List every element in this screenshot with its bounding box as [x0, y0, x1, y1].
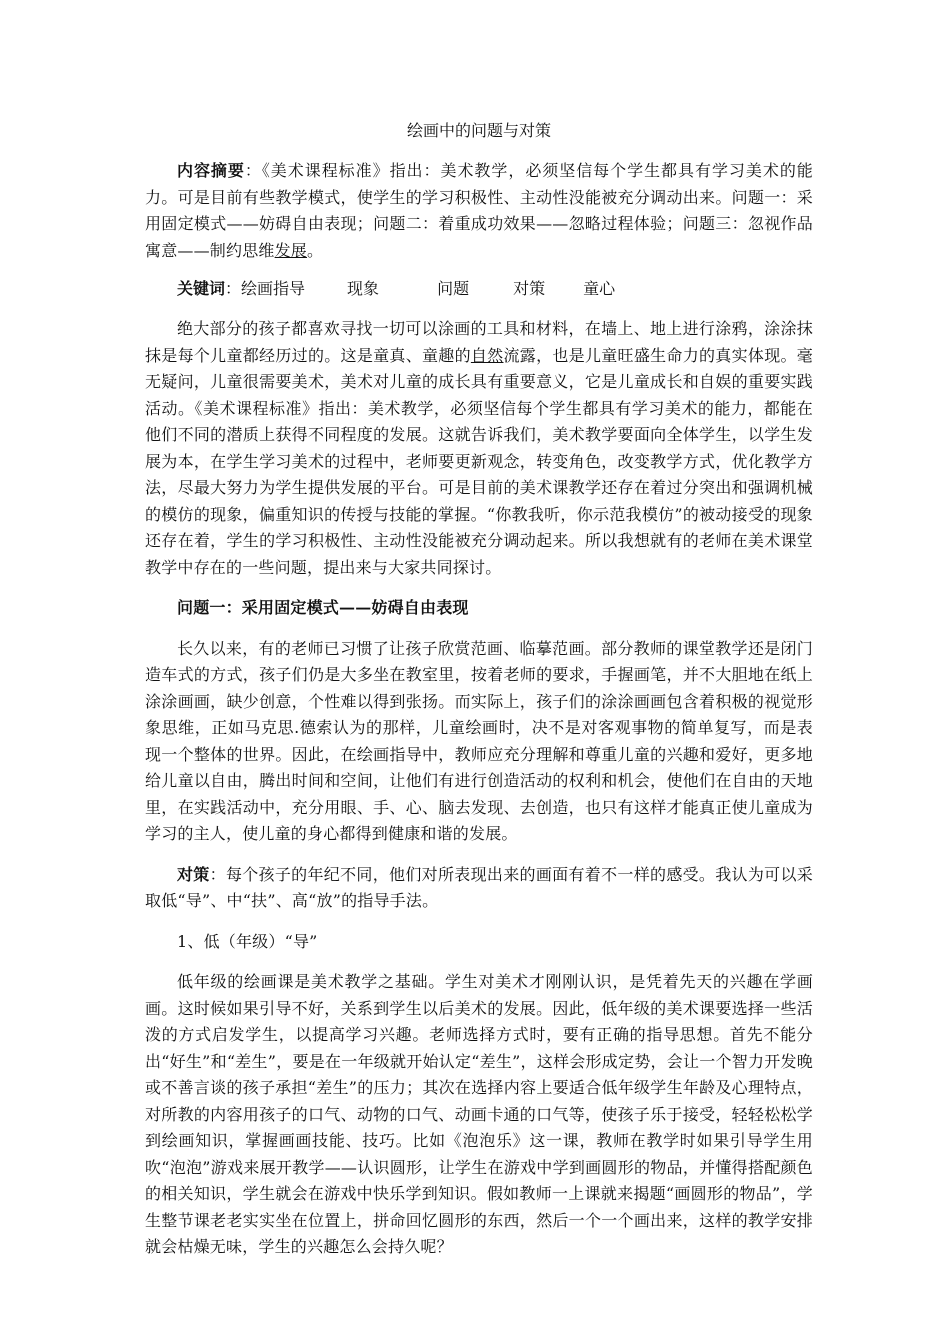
- intro-text-b: 流露，也是儿童旺盛生命力的真实体现。毫无疑问，儿童很需要美术，美术对儿童的成长具有重要意义，它是儿童成长和自娱的重要实践活动。《美术课程标准》指出：美术教学，必须坚信每个学生都具有学习美术的能力，都能在他们不同的潜质上获得不同程度的发展。这就告诉我们，美术教学要面向全体学生，以学生发展为本，在学生学习美术的过程中，老师要更新观念，转变角色，改变教学方式，优化教学方法，尽最大努力为学生提供发展的平台。可是目前的美术课教学还存在着过分突出和强调机械的模仿的现象，偏重知识的传授与技能的掌握。“你教我听，你示范我模仿”的被动接受的现象还存在着，学生的学习积极性、主动性没能被充分调动起来。所以我想就有的老师在美术课堂教学中存在的一些问题，提出来与大家共同探讨。: [145, 345, 813, 577]
- keywords-colon: ：: [225, 279, 242, 298]
- abstract-end: 。: [307, 240, 324, 260]
- sub1-body: 低年级的绘画课是美术教学之基础。学生对美术才刚刚认识，是凭着先天的兴趣在学画画。这时候如果引导不好，关系到学生以后美术的发展。因此，低年级的美术课要选择一些活泼的方式启发学生，以提高学习兴趣。老师选择方式时，要有正确的指导思想。首先不能分出“好生”和“差生”，要是在一年级就开始认定“差生”，这样会形成定势，会让一个智力开发晚或不善言谈的孩子承担“差生”的压力；其次在选择内容上要适合低年级学生年龄及心理特点，对所教的内容用孩子的口气、动物的口气、动画卡通的口气等，使孩子乐于接受，轻轻松松学到绘画知识，掌握画画技能、技巧。比如《泡泡乐》这一课，教师在教学时如果引导学生用吹“泡泡”游戏来展开教学——认识圆形，让学生在游戏中学到画圆形的物品，并懂得搭配颜色的相关知识，学生就会在游戏中快乐学到知识。假如教师一上课就来揭题“画圆形的物品”，学生整节课老老实实坐在位置上，拼命回忆圆形的东西，然后一个一个画出来，这样的教学安排就会枯燥无味，学生的兴趣怎么会持久呢？: [145, 972, 813, 1256]
- countermeasure-colon: ：: [209, 864, 226, 884]
- keywords-label: 关键词: [177, 279, 226, 298]
- sub1-heading: 1、低（年级）“导”: [177, 931, 318, 951]
- abstract-label: 内容摘要: [177, 161, 245, 180]
- problem1-body: 长久以来，有的老师已习惯了让孩子欣赏范画、临摹范画。部分教师的课堂教学还是闭门造车式的方式，孩子们仍是大多坐在教室里，按着老师的要求，手握画笔，并不大胆地在纸上涂涂画画，缺少创意，个性难以得到张扬。而实际上，孩子们的涂涂画画包含着积极的视觉形象思维，正如马克思.德索认为的那样，儿童绘画时，决不是对客观事物的简单复写，而是表现一个整体的世界。因此，在绘画指导中，教师应充分理解和尊重儿童的兴趣和爱好，更多地给儿童以自由，腾出时间和空间，让他们有进行创造活动的权利和机会，使他们在自由的天地里，在实践活动中，充分用眼、手、心、脑去发现、去创造，也只有这样才能真正使儿童成为学习的主人，使儿童的身心都得到健康和谐的发展。: [145, 638, 813, 843]
- intro-text-a: 绝大部分的孩子都喜欢寻找一切可以涂画的工具和材料，在墙上、地上进行涂鸦，涂涂抹抹是每个儿童都经历过的。这是童真、童趣的: [145, 319, 813, 365]
- intro-link-word[interactable]: 自然: [470, 345, 504, 365]
- problem1-heading: 问题一：采用固定模式——妨碍自由表现: [177, 598, 469, 617]
- intro-paragraph: [145, 316, 813, 581]
- abstract-text: 《美术课程标准》指出：美术教学，必须坚信每个学生都具有学习美术的能力。可是目前有些教学模式，使学生的学习积极性、主动性没能被充分调动出来。问题一：采用固定模式——妨碍自由表现；问题二：着重成功效果——忽略过程体验；问题三：忽视作品寓意——制约思维: [145, 161, 813, 260]
- countermeasure-label: 对策: [177, 864, 210, 884]
- document-title: 绘画中的问题与对策: [406, 121, 551, 140]
- document-page: [145, 118, 813, 1261]
- keyword-item: 现象: [347, 279, 380, 298]
- keyword-item: 绘画指导: [241, 279, 306, 298]
- keyword-item: 问题: [437, 279, 470, 298]
- keyword-item: 对策: [513, 279, 546, 298]
- abstract-colon: ：: [244, 161, 262, 180]
- abstract-link-word[interactable]: 发展: [274, 240, 308, 260]
- countermeasure-text: 每个孩子的年纪不同，他们对所表现出来的画面有着不一样的感受。我认为可以采取低“导”、中“扶”、高“放”的指导手法。: [145, 864, 813, 910]
- keywords-row: [145, 276, 813, 302]
- abstract-paragraph: [145, 158, 813, 264]
- keyword-item: 童心: [583, 279, 616, 298]
- countermeasure-paragraph: [145, 862, 813, 915]
